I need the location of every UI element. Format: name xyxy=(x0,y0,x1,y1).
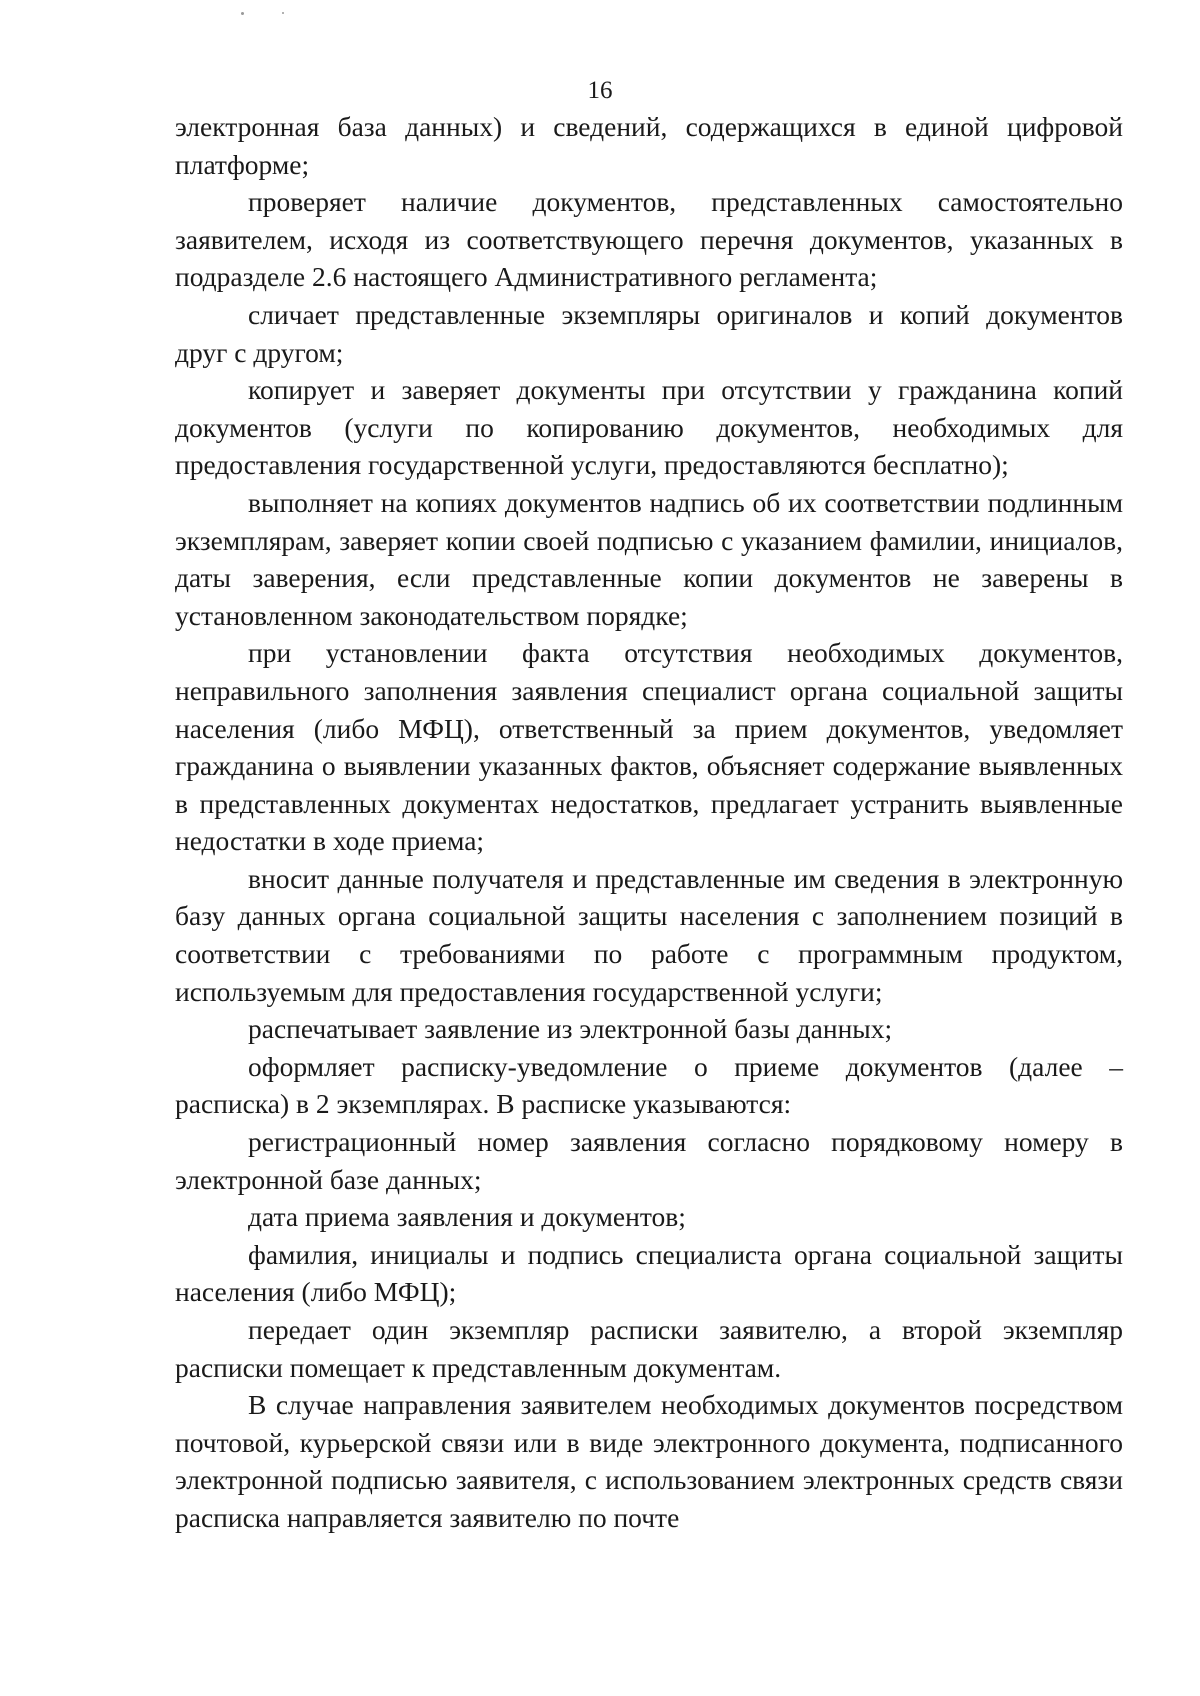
paragraph: проверяет наличие документов, представленных самостоятельно заявителем, исходя из соответствующего перечня документов, указанных в подразделе 2.6 настоящего Административного регламента; xyxy=(175,186,1123,293)
paragraph: распечатывает заявление из электронной базы данных; xyxy=(248,1013,893,1045)
paragraph: фамилия, инициалы и подпись специалиста органа социальной защиты населения (либо МФЦ); xyxy=(175,1238,1123,1308)
paragraph: вносит данные получателя и представленные им сведения в электронную базу данных органа социальной защиты населения с заполнением позиций в соответствии с требованиями по работе с программным продуктом, используемым для предоставления государственной услуги; xyxy=(175,862,1123,1007)
paragraph: оформляет расписку-уведомление о приеме документов (далее – расписка) в 2 экземплярах. В расписке указываются: xyxy=(175,1050,1123,1120)
paragraph: В случае направления заявителем необходимых документов посредством почтовой, курьерской связи или в виде электронного документа, подписанного электронной подписью заявителя, с использованием электронных средств связи расписка направляется заявителю по почте xyxy=(175,1389,1123,1533)
paragraph: выполняет на копиях документов надпись об их соответствии подлинным экземплярам, заверяет копии своей подписью с указанием фамилии, инициалов, даты заверения, если представленные копии документов не заверены в установленном законодательством порядке; xyxy=(175,486,1123,631)
paragraph-continuation: электронная база данных) и сведений, содержащихся в единой цифровой платформе; xyxy=(175,111,1123,180)
document-body xyxy=(175,108,1123,1537)
paragraph: копирует и заверяет документы при отсутствии у гражданина копий документов (услуги по копированию документов, необходимых для предоставления государственной услуги, предоставляются бесплатно); xyxy=(175,374,1123,481)
paragraph: сличает представленные экземпляры оригиналов и копий документов друг с другом; xyxy=(175,298,1123,368)
scan-speck xyxy=(241,12,244,15)
paragraph: передает один экземпляр расписки заявителю, а второй экземпляр расписки помещает к представленным документам. xyxy=(175,1314,1123,1383)
paragraph: регистрационный номер заявления согласно порядковому номеру в электронной базе данных; xyxy=(175,1126,1123,1195)
page-number: 16 xyxy=(587,77,613,104)
paragraph: при установлении факта отсутствия необходимых документов, неправильного заполнения заявления специалист органа социальной защиты населения (либо МФЦ), ответственный за прием документов, уведомляет гражданина о выявлении указанных фактов, объясняет содержание выявленных в представленных документах недостатков, предлагает устранить выявленные недостатки в ходе приема; xyxy=(175,637,1123,857)
paragraph: дата приема заявления и документов; xyxy=(248,1201,686,1233)
scan-speck xyxy=(282,12,284,14)
